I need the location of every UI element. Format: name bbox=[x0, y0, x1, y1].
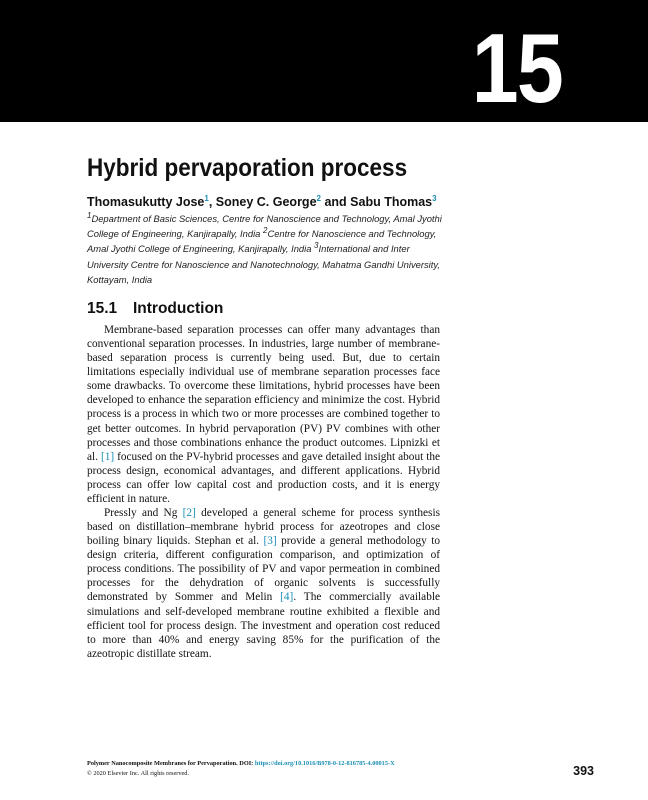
text-run: Pressly and Ng bbox=[104, 507, 183, 520]
affiliation-text: Centre for Nanoscience and Technology, Amal Jyothi College of Engineering, Kanjirapally, India bbox=[87, 228, 437, 255]
doi-link[interactable]: https://doi.org/10.1016/B978-0-12-816785-4.00015-X bbox=[254, 760, 395, 767]
author-name: Soney C. George bbox=[215, 195, 317, 209]
paragraph bbox=[87, 323, 440, 506]
section-number: 15.1 bbox=[87, 300, 118, 317]
author-name: Sabu Thomas bbox=[350, 195, 433, 209]
affiliation-text: International and Inter University Centre for Nanoscience and Nanotechnology, Mahatma Gandhi University, Kottayam, India bbox=[87, 243, 440, 285]
text-run: . The commercially available simulations and self-developed membrane routine exhibited a flexible and efficient tool for process design. The investment and operation cost reduced to more than 40% and energy saving 85% for the purification of the azeotropic distillate stream. bbox=[87, 591, 441, 660]
section-title: Introduction bbox=[133, 300, 224, 317]
chapter-banner bbox=[0, 0, 648, 122]
affiliation-text: Department of Basic Sciences, Centre for Nanoscience and Technology, Amal Jyothi College of Engineering, Kanjirapally, India bbox=[87, 213, 442, 240]
citation-link[interactable]: [3] bbox=[263, 535, 277, 548]
page-footer bbox=[87, 759, 507, 779]
affiliations bbox=[87, 211, 447, 287]
author-affiliation-marker[interactable]: 1 bbox=[204, 193, 209, 203]
author-name: Thomasukutty Jose bbox=[87, 195, 205, 209]
citation-line bbox=[87, 759, 507, 769]
author-affiliation-marker[interactable]: 2 bbox=[316, 193, 321, 203]
paragraph bbox=[87, 506, 440, 661]
text-run: developed a general scheme for process synthesis based on distillation–membrane hybrid process for azeotropes and close boiling binary liquids. Stephan et al. bbox=[87, 507, 440, 548]
doi-label: DOI: bbox=[237, 760, 255, 767]
page-number: 393 bbox=[573, 764, 594, 778]
chapter-title: Hybrid pervaporation process bbox=[87, 154, 408, 182]
body-text bbox=[87, 323, 440, 661]
affiliation-marker: 2 bbox=[262, 226, 268, 236]
citation-link[interactable]: [4] bbox=[280, 591, 294, 604]
book-title: Polymer Nanocomposite Membranes for Pervaporation. bbox=[87, 760, 238, 767]
affiliation-marker: 3 bbox=[314, 241, 319, 251]
section-heading bbox=[87, 299, 223, 319]
text-run: provide a general methodology to design criteria, different configuration comparison, and optimization of process conditions. The possibility of PV and vapor permeation in combined processes for the dehydration of organic solvents is successfully demonstrated by Sommer and Melin bbox=[87, 535, 441, 604]
text-run: Membrane-based separation processes can offer many advantages than conventional separation processes. In industries, large number of membrane-based separation process is currently being used. But, due to certain limitations especially individual use of membrane separation processes face some drawbacks. To overcome these limitations, hybrid processes have been developed to enhance the separation efficiency and minimize the cost. Hybrid process is a process in which two or more processes are combined together to get better outcomes. In hybrid pervaporation (PV) PV combines with other processes and those combinations enhance the product outcomes. Lipnizki et al. bbox=[87, 324, 440, 463]
copyright-line: © 2020 Elsevier Inc. All rights reserved. bbox=[87, 770, 190, 777]
author-separator: , bbox=[208, 195, 216, 209]
citation-link[interactable]: [2] bbox=[182, 507, 196, 520]
affiliation-marker: 1 bbox=[87, 210, 92, 220]
chapter-number: 15 bbox=[471, 13, 562, 123]
citation-link[interactable]: [1] bbox=[100, 450, 115, 463]
author-affiliation-marker[interactable]: 3 bbox=[432, 193, 437, 203]
text-run: focused on the PV-hybrid processes and gave detailed insight about the process design, economical advantages, and different applications. Hybrid process can offer low capital cost and production costs, and it is energy efficient in nature. bbox=[87, 450, 440, 505]
author-separator: and bbox=[320, 195, 351, 209]
author-list bbox=[87, 194, 437, 210]
